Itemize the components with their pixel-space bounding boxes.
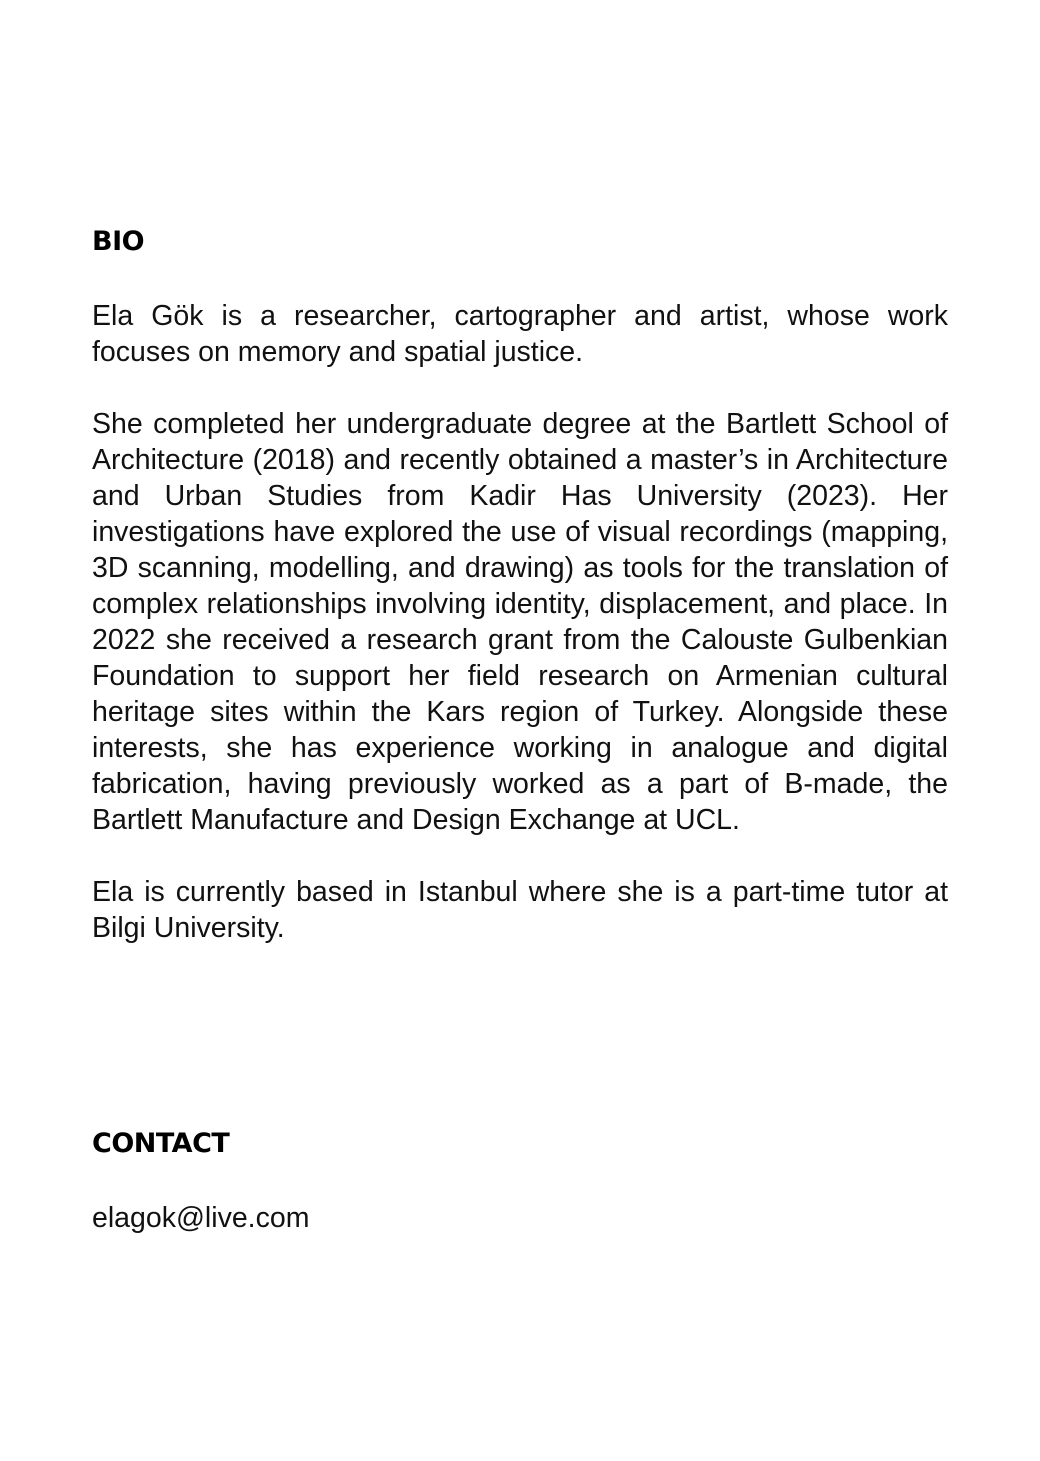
contact-heading: CONTACT <box>92 1128 230 1159</box>
bio-section <box>92 226 948 946</box>
contact-section <box>92 1128 948 1236</box>
bio-paragraph-intro: Ela Gök is a researcher, cartographer and artist, whose work focuses on memory and spatial justice. <box>92 300 948 368</box>
bio-heading: BIO <box>92 226 145 257</box>
bio-paragraph-current: Ela is currently based in Istanbul where she is a part-time tutor at Bilgi University. <box>92 876 948 944</box>
contact-email-link[interactable]: elagok@live.com <box>92 1202 310 1234</box>
bio-paragraph-education: She completed her undergraduate degree at the Bartlett School of Architecture (2018) and recently obtained a master’s in Architecture and Urban Studies from Kadir Has University (2023). Her investigations have explored the use of visual recordings (mapping, 3D scanning, modelling, and drawing) as tools for the translation of complex relationships involving identity, displacement, and place. In 2022 she received a research grant from the Calouste Gulbenkian Foundation to support her field research on Armenian cultural heritage sites within the Kars region of Turkey. Alongside these interests, she has experience working in analogue and digital fabrication, having previously worked as a part of B-made, the Bartlett Manufacture and Design Exchange at UCL. <box>92 408 948 836</box>
